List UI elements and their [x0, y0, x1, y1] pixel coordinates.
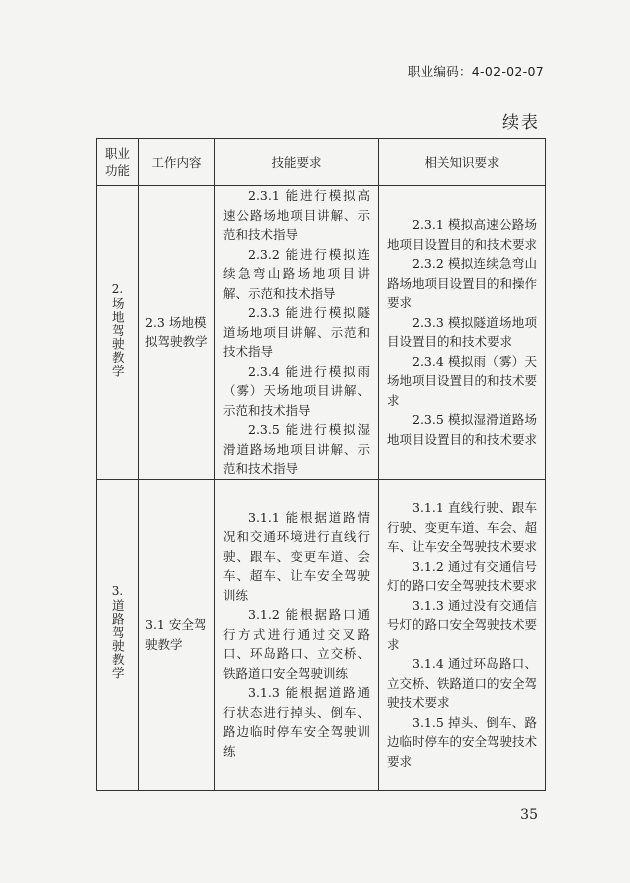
- knowledge-cell: [379, 186, 546, 480]
- column-header-skills: 技能要求: [215, 139, 379, 186]
- knowledge-cell: [379, 479, 546, 790]
- knowledge-item: 3.1.1 直线行驶、跟车行驶、变更车道、车会、超车、让车安全驾驶技术要求: [387, 500, 538, 554]
- knowledge-item: 3.1.4 通过环岛路口、立交桥、铁路道口的安全驾驶技术要求: [387, 656, 538, 710]
- work-content-cell: [139, 186, 215, 480]
- page-number: 35: [520, 807, 538, 823]
- requirements-table: [96, 138, 546, 791]
- knowledge-item: 2.3.5 模拟湿滑道路场地项目设置目的和技术要求: [387, 412, 538, 447]
- skill-item: 2.3.1 能进行模拟高速公路场地项目讲解、示范和技术指导: [223, 188, 370, 242]
- skill-item: 3.1.3 能根据道路通行状态进行掉头、倒车、路边临时停车安全驾驶训练: [223, 685, 370, 759]
- table-row: [97, 479, 546, 790]
- skill-item: 2.3.5 能进行模拟湿滑道路场地项目讲解、示范和技术指导: [223, 422, 370, 476]
- work-content-cell: [139, 479, 215, 790]
- column-header-function: 职业功能: [97, 139, 139, 186]
- skills-cell: [215, 186, 379, 480]
- table-header-row: [97, 139, 546, 186]
- work-content-text: 2.3 场地模拟驾驶教学: [145, 314, 208, 350]
- work-content-text: 3.1 安全驾驶教学: [145, 617, 207, 652]
- knowledge-item: 3.1.2 通过有交通信号灯的路口安全驾驶技术要求: [387, 558, 538, 593]
- function-name: 道路驾驶教学: [110, 599, 126, 681]
- function-number: 3.: [111, 584, 124, 599]
- function-cell: [97, 186, 139, 480]
- skill-item: 2.3.2 能进行模拟连续急弯山路场地项目讲解、示范和技术指导: [223, 246, 370, 301]
- function-cell: [97, 479, 139, 790]
- function-number: 2.: [111, 282, 124, 296]
- occupation-code: 职业编码：4-02-02-07: [407, 64, 544, 79]
- knowledge-item: 3.1.3 通过没有交通信号灯的路口安全驾驶技术要求: [387, 597, 538, 652]
- function-name: 场地驾驶教学: [110, 297, 126, 378]
- skill-item: 2.3.4 能进行模拟雨（雾）天场地项目讲解、示范和技术指导: [223, 363, 370, 418]
- skill-item: 2.3.3 能进行模拟隧道场地项目讲解、示范和技术指导: [223, 305, 370, 359]
- skills-cell: [215, 479, 379, 790]
- skill-item: 3.1.2 能根据路口通行方式进行通过交叉路口、环岛路口、立交桥、铁路道口安全驾驶训练: [223, 607, 370, 681]
- skill-item: 3.1.1 能根据道路情况和交通环境进行直线行驶、跟车、变更车道、会车、超车、让车安全驾驶训练: [223, 509, 370, 603]
- continued-label: 续表: [502, 113, 540, 133]
- column-header-work: 工作内容: [139, 139, 215, 186]
- knowledge-item: 2.3.4 模拟雨（雾）天场地项目设置目的和技术要求: [387, 353, 538, 408]
- column-header-knowledge: 相关知识要求: [379, 139, 546, 186]
- knowledge-item: 2.3.1 模拟高速公路场地项目设置目的和技术要求: [387, 217, 538, 252]
- knowledge-item: 2.3.3 模拟隧道场地项目设置目的和技术要求: [387, 314, 537, 350]
- knowledge-item: 2.3.2 模拟连续急弯山路场地项目设置目的和操作要求: [387, 256, 538, 311]
- knowledge-item: 3.1.5 掉头、倒车、路边临时停车的安全驾驶技术要求: [387, 714, 538, 769]
- table-row: [97, 186, 546, 480]
